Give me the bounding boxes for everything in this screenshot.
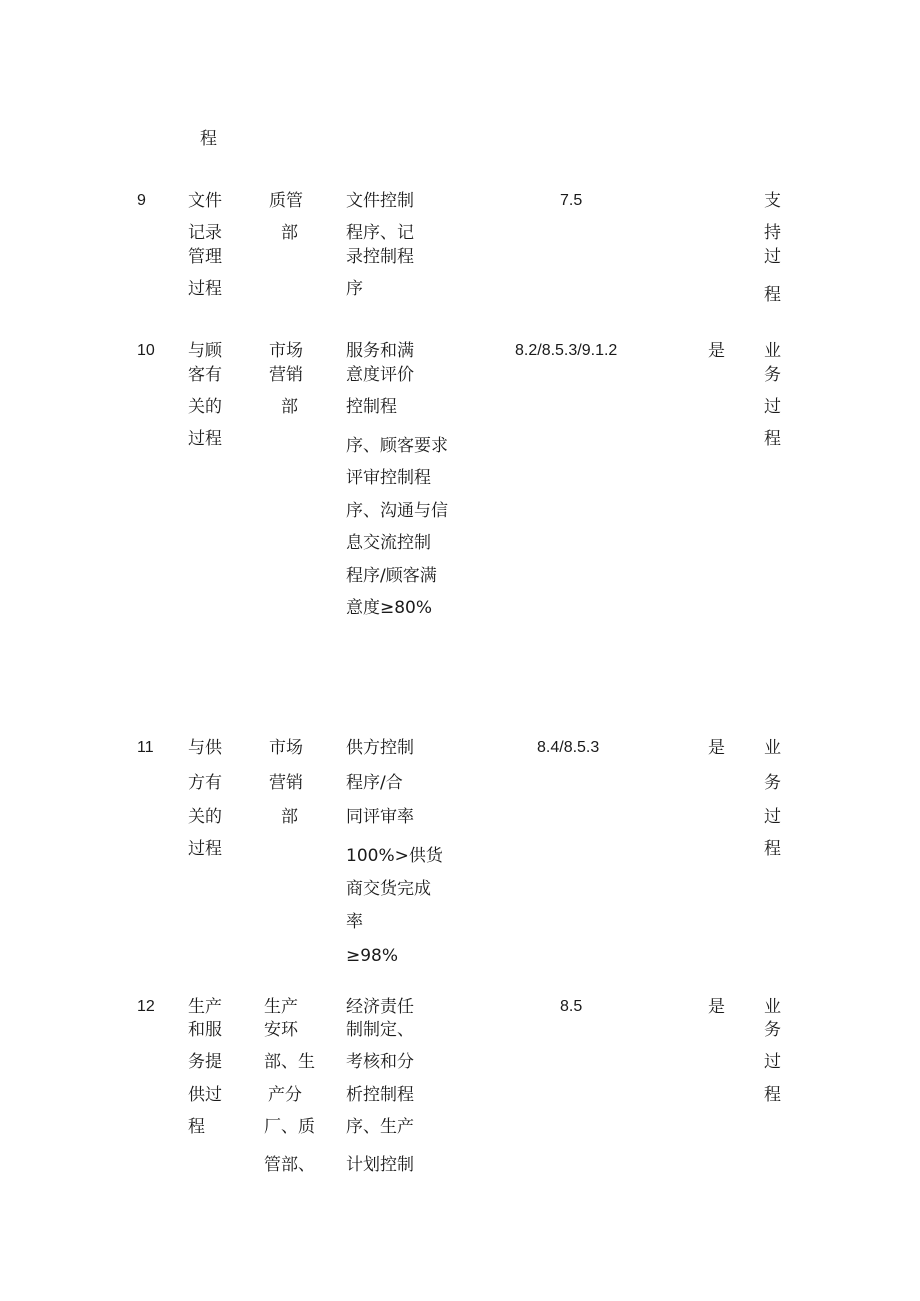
document-line: 程序/顾客满 [346, 566, 437, 586]
document-line: 控制程 [346, 397, 397, 417]
document-line: 100%>供货 [346, 846, 443, 866]
process-type-line: 程 [764, 839, 781, 859]
key-process-flag: 是 [708, 997, 725, 1017]
key-process-flag: 是 [708, 738, 725, 758]
process-name-line: 管理 [188, 247, 222, 267]
process-name-line: 与顾 [188, 341, 222, 361]
process-type-line: 务 [764, 1020, 781, 1040]
process-type-line: 过 [764, 247, 781, 267]
continued-process-cell: 程 [200, 129, 217, 149]
department-line: 厂、质 [264, 1117, 315, 1137]
process-name-line: 关的 [188, 397, 222, 417]
department-line: 质管 [269, 191, 303, 211]
document-line: 序、沟通与信 [346, 501, 448, 521]
process-name-line: 供过 [188, 1085, 222, 1105]
document-line: 息交流控制 [346, 533, 431, 553]
document-line: 商交货完成 [346, 879, 431, 899]
process-type-line: 业 [764, 341, 781, 361]
process-name-line: 与供 [188, 738, 222, 758]
department-line: 市场 [269, 738, 303, 758]
process-type-line: 持 [764, 223, 781, 243]
document-line: 计划控制 [346, 1155, 414, 1175]
department-line: 部 [281, 223, 298, 243]
department-line: 部 [281, 807, 298, 827]
department-line: 产分 [268, 1085, 302, 1105]
document-line: 序、生产 [346, 1117, 414, 1137]
clause-reference: 7.5 [560, 192, 583, 209]
document-line: 率 [346, 912, 363, 932]
process-type-line: 业 [764, 997, 781, 1017]
process-name-line: 记录 [188, 223, 222, 243]
process-name-line: 务提 [188, 1052, 222, 1072]
process-type-line: 支 [764, 191, 781, 211]
process-name-line: 文件 [188, 191, 222, 211]
process-type-line: 务 [764, 365, 781, 385]
document-line: 服务和满 [346, 341, 414, 361]
process-type-line: 程 [764, 429, 781, 449]
document-line: 文件控制 [346, 191, 414, 211]
process-type-line: 务 [764, 773, 781, 793]
document-line: 考核和分 [346, 1052, 414, 1072]
document-line: 序、顾客要求 [346, 436, 448, 456]
process-name-line: 过程 [188, 279, 222, 299]
process-name-line: 关的 [188, 807, 222, 827]
document-line: 程序/合 [346, 773, 403, 793]
process-name-line: 过程 [188, 839, 222, 859]
department-line: 营销 [269, 365, 303, 385]
process-name-line: 方有 [188, 773, 222, 793]
department-line: 营销 [269, 773, 303, 793]
process-type-line: 过 [764, 1052, 781, 1072]
row-number: 9 [137, 192, 146, 209]
process-name-line: 程 [188, 1117, 205, 1137]
document-line: 程序、记 [346, 223, 414, 243]
document-line: 供方控制 [346, 738, 414, 758]
document-line: 意度≥80% [346, 598, 433, 618]
clause-reference: 8.5 [560, 998, 583, 1015]
clause-reference: 8.4/8.5.3 [537, 739, 600, 756]
document-line: 经济责任 [346, 997, 414, 1017]
department-line: 市场 [269, 341, 303, 361]
process-type-line: 程 [764, 1085, 781, 1105]
department-line: 生产 [264, 997, 298, 1017]
process-name-line: 过程 [188, 429, 222, 449]
document-line: ≥98% [346, 946, 399, 966]
department-line: 部 [281, 397, 298, 417]
process-name-line: 生产 [188, 997, 222, 1017]
process-name-line: 客有 [188, 365, 222, 385]
document-line: 制制定、 [346, 1020, 414, 1040]
process-type-line: 过 [764, 807, 781, 827]
process-type-line: 程 [764, 285, 781, 305]
document-line: 析控制程 [346, 1085, 414, 1105]
process-type-line: 过 [764, 397, 781, 417]
row-number: 12 [137, 998, 155, 1015]
document-line: 同评审率 [346, 807, 414, 827]
document-line: 意度评价 [346, 365, 414, 385]
clause-reference: 8.2/8.5.3/9.1.2 [515, 342, 618, 359]
department-line: 部、生 [264, 1052, 315, 1072]
row-number: 11 [137, 739, 154, 756]
key-process-flag: 是 [708, 341, 725, 361]
document-line: 评审控制程 [346, 468, 431, 488]
process-name-line: 和服 [188, 1020, 222, 1040]
process-type-line: 业 [764, 738, 781, 758]
department-line: 安环 [264, 1020, 298, 1040]
document-line: 序 [346, 279, 363, 299]
row-number: 10 [137, 342, 155, 359]
document-line: 录控制程 [346, 247, 414, 267]
department-line: 管部、 [264, 1155, 315, 1175]
